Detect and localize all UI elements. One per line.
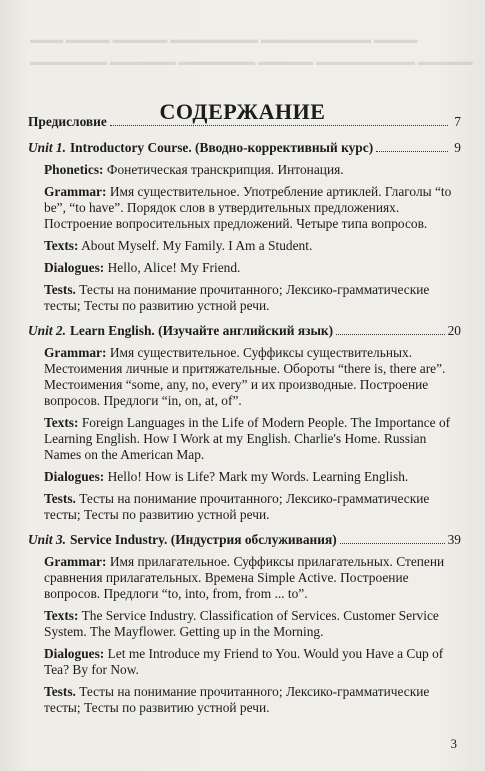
entry xyxy=(44,238,461,254)
entry-label: Texts: xyxy=(44,238,79,253)
entry xyxy=(44,345,461,409)
toc-title: Предисловие xyxy=(28,114,107,129)
entry xyxy=(44,469,461,485)
entry-label: Grammar: xyxy=(44,184,107,199)
entry xyxy=(44,282,461,314)
entry-text: Тесты на понимание прочитанного; Лексико-грамматические тесты; Тесты по развитию устной речи. xyxy=(44,491,430,522)
entry xyxy=(44,684,461,716)
entry-label: Grammar: xyxy=(44,554,107,569)
entry-text: Let me Introduce my Friend to You. Would you Have a Cup of Tea? By for Now. xyxy=(44,646,444,677)
entry xyxy=(44,260,461,276)
entry-text: Hello! How is Life? Mark my Words. Learning English. xyxy=(107,469,409,484)
toc-unit-2 xyxy=(28,323,461,523)
toc-line-unit-3[interactable] xyxy=(28,532,461,548)
unit-number: Unit 1. xyxy=(28,140,66,155)
toc-line-unit-2[interactable] xyxy=(28,323,461,339)
entry-label: Texts: xyxy=(44,415,79,430)
entry xyxy=(44,162,461,178)
page-title: СОДЕРЖАНИЕ xyxy=(159,98,326,124)
entry xyxy=(44,646,461,678)
show-through-text: ▬▬▬ ▬▬▬▬ ▬▬▬▬▬ ▬▬▬▬▬▬▬▬ ▬▬▬▬▬▬▬▬▬▬ ▬▬▬▬ xyxy=(30,34,418,46)
entry-text: The Service Industry. Classification of Services. Customer Service System. The Mayflower. Getting up in the Morning. xyxy=(44,608,439,639)
entry-text: Hello, Alice! My Friend. xyxy=(107,260,241,275)
entry-label: Dialogues: xyxy=(44,646,105,661)
toc-line-unit-1[interactable] xyxy=(28,140,461,156)
leader-dots xyxy=(376,151,448,152)
toc-page: 20 xyxy=(447,323,461,338)
entry-text: Foreign Languages in the Life of Modern People. The Importance of Learning English. How I Work at my English. Charlie's Home. Russian Names on the American Map. xyxy=(44,415,451,462)
entry-label: Dialogues: xyxy=(44,260,105,275)
toc-line-preface[interactable] xyxy=(28,114,461,130)
entry xyxy=(44,491,461,523)
show-through-text: ▬▬▬▬▬▬▬ ▬▬▬▬▬▬ ▬▬▬▬▬▬▬ ▬▬▬▬▬ ▬▬▬▬▬▬▬▬▬ ▬▬▬▬▬ xyxy=(30,56,473,68)
page-number: 3 xyxy=(450,736,457,751)
entry-text: Имя существительное. Суффиксы существительных. Местоимения личные и притяжательные. Обороты “there is, there are”. Местоимения “some, any, no, every” и их производные. Построение вопросов. Предлоги “in, on, at, of”. xyxy=(44,345,446,408)
leader-dots xyxy=(110,125,448,126)
entry-text: Тесты на понимание прочитанного; Лексико-грамматические тесты; Тесты по развитию устной речи. xyxy=(44,282,430,313)
entry-label: Phonetics: xyxy=(44,162,104,177)
entry xyxy=(44,608,461,640)
leader-dots xyxy=(340,543,445,544)
entry xyxy=(44,415,461,463)
entry xyxy=(44,554,461,602)
unit-title: Introductory Course. (Вводно-коррективный курс) xyxy=(69,140,374,155)
unit-number: Unit 3. xyxy=(28,532,66,547)
entry-label: Tests. xyxy=(44,684,76,699)
entry-label: Tests. xyxy=(44,491,76,506)
entry-label: Dialogues: xyxy=(44,469,105,484)
entry-label: Tests. xyxy=(44,282,76,297)
entry xyxy=(44,184,461,232)
entry-label: Grammar: xyxy=(44,345,107,360)
toc-page: 9 xyxy=(454,140,461,155)
toc-unit-3 xyxy=(28,532,461,716)
unit-title: Learn English. (Изучайте английский язык) xyxy=(69,323,334,338)
entry-label: Texts: xyxy=(44,608,79,623)
entry-text: About Myself. My Family. I Am a Student. xyxy=(81,238,313,253)
unit-number: Unit 2. xyxy=(28,323,66,338)
unit-title: Service Industry. (Индустрия обслуживания) xyxy=(69,532,337,547)
toc-page: 39 xyxy=(447,532,461,547)
entry-text: Имя существительное. Употребление артиклей. Глаголы “to be”, “to have”. Порядок слов в утвердительных предложениях. Построение вопросительных предложений. Четыре типа вопросов. xyxy=(44,184,452,231)
entry-text: Тесты на понимание прочитанного; Лексико-грамматические тесты; Тесты по развитию устной речи. xyxy=(44,684,430,715)
table-of-contents xyxy=(28,112,461,716)
entry-text: Имя прилагательное. Суффиксы прилагательных. Степени сравнения прилагательных. Времена Simple Active. Построение вопросов. Предлоги “to, into, from, from ... to”. xyxy=(44,554,445,601)
toc-unit-1 xyxy=(28,140,461,314)
entry-text: Фонетическая транскрипция. Интонация. xyxy=(106,162,344,177)
leader-dots xyxy=(336,334,445,335)
toc-page: 7 xyxy=(454,114,461,129)
